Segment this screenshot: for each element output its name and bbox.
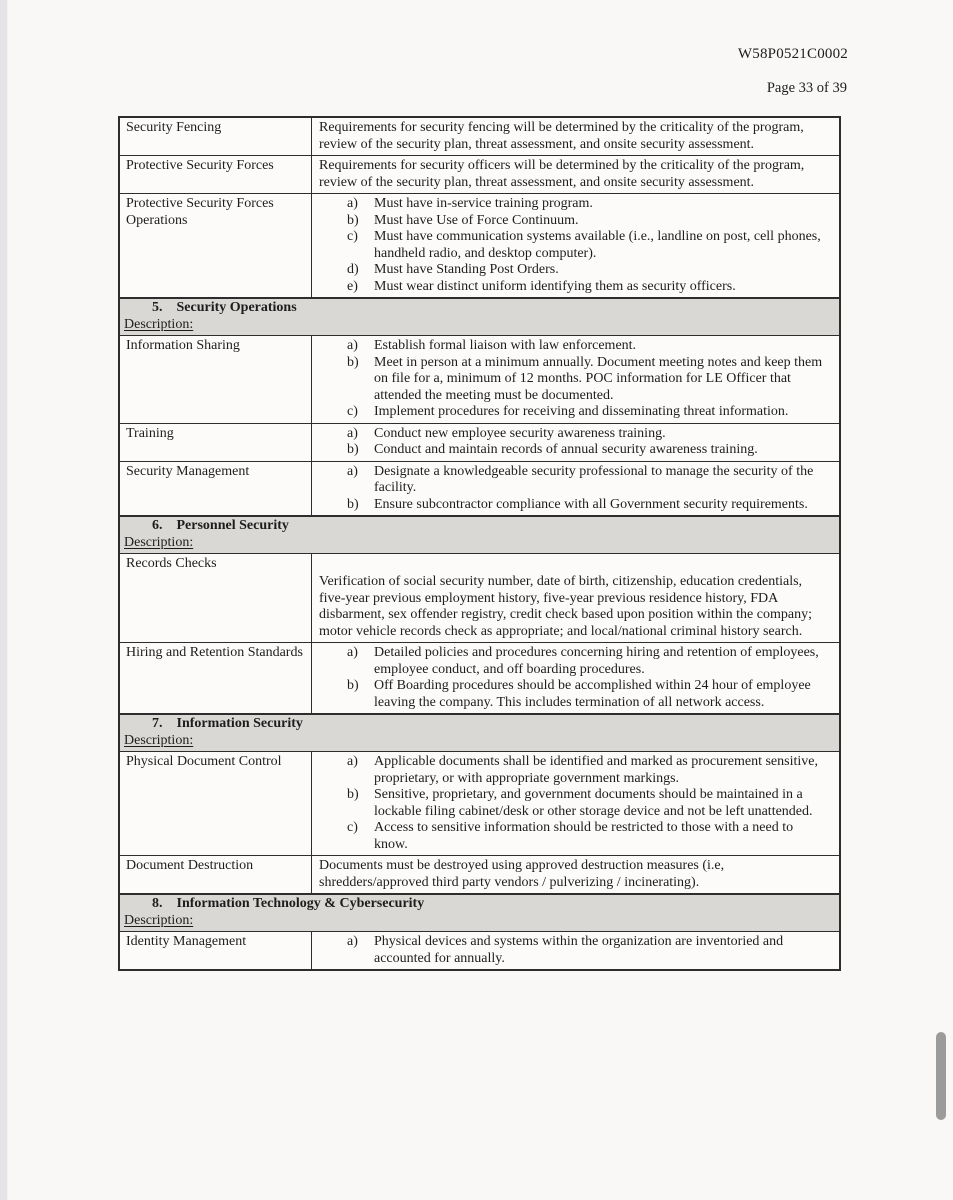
list-item-marker: b): [347, 212, 359, 228]
section-number: 6.: [152, 518, 163, 533]
section-number: 5.: [152, 300, 163, 315]
section-description-label: Description:: [124, 534, 194, 550]
section-description: [124, 733, 833, 750]
list-item-marker: a): [347, 934, 358, 949]
list-item: [312, 279, 829, 296]
list-item-text: Conduct new employee security awareness training.: [374, 425, 666, 441]
list-item: [312, 426, 829, 443]
list-item: [312, 820, 829, 853]
list-item-text: Must have Standing Post Orders.: [374, 262, 559, 277]
section-title: [124, 896, 833, 913]
list-item-marker: a): [347, 338, 358, 353]
row-content-cell: [312, 118, 839, 155]
section-header-row: [120, 297, 839, 335]
list-item-text: Physical devices and systems within the organization are inventoried and accounted for annually.: [374, 934, 784, 966]
section-header-row: [120, 515, 839, 553]
list-item-text: Sensitive, proprietary, and government documents should be maintained in a lockable filing cabinet/desk or other storage device and not be left unattended.: [374, 787, 813, 819]
section-title: [124, 300, 833, 317]
list-item-text: Establish formal liaison with law enforcement.: [374, 338, 637, 353]
row-paragraph: Documents must be destroyed using approved destruction measures (i.e, shredders/approved third party vendors / pulverizing / incinerating).: [319, 858, 725, 890]
list-item-marker: a): [347, 463, 358, 479]
list-item-text: Access to sensitive information should be restricted to those with a need to know.: [374, 820, 794, 852]
list-item-text: Conduct and maintain records of annual security awareness training.: [374, 442, 758, 457]
row-content-cell: [312, 156, 839, 193]
list-item-text: Detailed policies and procedures concerning hiring and retention of employees, employee conduct, and off boarding procedures.: [374, 645, 819, 677]
list-item: [312, 196, 829, 213]
row-label-cell: Document Destruction: [120, 856, 312, 893]
list-item-text: Off Boarding procedures should be accomplished within 24 hour of employee leaving the company. This includes termination of all network access.: [374, 678, 811, 710]
table-row: [120, 155, 839, 193]
requirements-table: [118, 116, 841, 971]
row-label-cell: Protective Security Forces Operations: [120, 194, 312, 297]
section-number: 7.: [152, 716, 163, 731]
section-name: Security Operations: [176, 300, 297, 315]
row-label-cell: Security Management: [120, 462, 312, 516]
list-item: [312, 754, 829, 787]
section-name: Information Security: [176, 716, 303, 731]
list-item-marker: b): [347, 496, 359, 512]
row-label-cell: Identity Management: [120, 932, 312, 969]
list-item-marker: b): [347, 442, 359, 457]
section-title: [124, 716, 833, 733]
page-number-label: Page 33 of 39: [766, 80, 847, 96]
list-item-marker: a): [347, 645, 358, 660]
row-content-cell: [312, 194, 839, 297]
list-item-text: Meet in person at a minimum annually. Document meeting notes and keep them on file for a, minimum of 12 months. POC information for LE Officer that attended the meeting must be documented.: [374, 354, 823, 403]
section-description: [124, 317, 833, 334]
list-item: [312, 934, 829, 967]
section-name: Personnel Security: [176, 518, 289, 533]
row-content-cell: [312, 424, 839, 461]
list-item: [312, 262, 829, 279]
list-item-marker: b): [347, 354, 359, 370]
document-page: [8, 0, 953, 1200]
row-content-cell: [312, 554, 839, 642]
list-item-text: Implement procedures for receiving and disseminating threat information.: [374, 404, 789, 419]
document-number: W58P0521C0002: [737, 46, 848, 62]
row-paragraph: Verification of social security number, date of birth, citizenship, education credentials, five-year previous employment history, five-year previous residence history, FDA disbarment, sex offender registry, credit check based upon position within the company; motor vehicle records check as appropriate; and local/national criminal history search.: [319, 574, 812, 639]
row-paragraph: Requirements for security fencing will be determined by the criticality of the program, review of the security plan, threat assessment, and onsite security assessment.: [319, 120, 804, 152]
section-title: [124, 518, 833, 535]
row-label-cell: Security Fencing: [120, 118, 312, 155]
row-label-cell: Training: [120, 424, 312, 461]
list-item-marker: c): [347, 820, 358, 835]
row-label-cell: Records Checks: [120, 554, 312, 642]
section-description-label: Description:: [124, 732, 194, 748]
section-description-label: Description:: [124, 912, 194, 928]
list-item-text: Ensure subcontractor compliance with all Government security requirements.: [374, 496, 808, 512]
list-item: [312, 678, 829, 711]
list-item: [312, 497, 829, 514]
list-item-marker: d): [347, 262, 359, 277]
row-label-cell: Physical Document Control: [120, 752, 312, 855]
list-item-marker: a): [347, 196, 358, 211]
list-item: [312, 464, 829, 497]
list-item-marker: a): [347, 425, 358, 441]
row-label-cell: Hiring and Retention Standards: [120, 643, 312, 713]
row-content-cell: [312, 462, 839, 516]
section-number: 8.: [152, 896, 163, 911]
list-item-marker: c): [347, 229, 358, 244]
list-item: [312, 338, 829, 355]
list-item-text: Must have Use of Force Continuum.: [374, 212, 579, 228]
section-header-row: [120, 713, 839, 751]
viewer-left-edge: [0, 0, 8, 1200]
table-row: [120, 931, 839, 969]
row-content-cell: [312, 856, 839, 893]
table-row: [120, 193, 839, 297]
row-content-cell: [312, 643, 839, 713]
list-item: [312, 442, 829, 459]
list-item-text: Must have in-service training program.: [374, 196, 593, 211]
list-item-text: Must wear distinct uniform identifying them as security officers.: [374, 278, 736, 294]
list-item-marker: c): [347, 404, 358, 419]
section-description-label: Description:: [124, 316, 194, 332]
section-header-row: [120, 893, 839, 931]
table-row: [120, 461, 839, 516]
table-row: [120, 642, 839, 713]
row-label-cell: Information Sharing: [120, 336, 312, 423]
list-item: [312, 404, 829, 421]
list-item: [312, 213, 829, 230]
scrollbar-thumb[interactable]: [936, 1032, 946, 1120]
list-item-marker: b): [347, 678, 359, 693]
row-content-cell: [312, 932, 839, 969]
table-row: [120, 855, 839, 893]
table-row: [120, 751, 839, 855]
list-item-marker: a): [347, 754, 358, 769]
table-row: [120, 118, 839, 155]
list-item-text: Applicable documents shall be identified and marked as procurement sensitive, proprietary, or with appropriate government markings.: [374, 754, 818, 786]
table-row: [120, 553, 839, 642]
list-item: [312, 645, 829, 678]
row-content-cell: [312, 752, 839, 855]
list-item: [312, 787, 829, 820]
section-name: Information Technology & Cybersecurity: [176, 896, 425, 911]
list-item-text: Must have communication systems available (i.e., landline on post, cell phones, handheld radio, and desktop computer).: [374, 229, 821, 261]
table-row: [120, 335, 839, 423]
list-item: [312, 229, 829, 262]
section-description: [124, 535, 833, 552]
section-description: [124, 913, 833, 930]
list-item-marker: e): [347, 278, 358, 294]
row-content-cell: [312, 336, 839, 423]
list-item-marker: b): [347, 787, 359, 802]
list-item-text: Designate a knowledgeable security professional to manage the security of the facility.: [374, 463, 814, 495]
table-row: [120, 423, 839, 461]
row-label-cell: Protective Security Forces: [120, 156, 312, 193]
row-paragraph: Requirements for security officers will be determined by the criticality of the program, review of the security plan, threat assessment, and onsite security assessment.: [319, 158, 805, 190]
list-item: [312, 355, 829, 405]
